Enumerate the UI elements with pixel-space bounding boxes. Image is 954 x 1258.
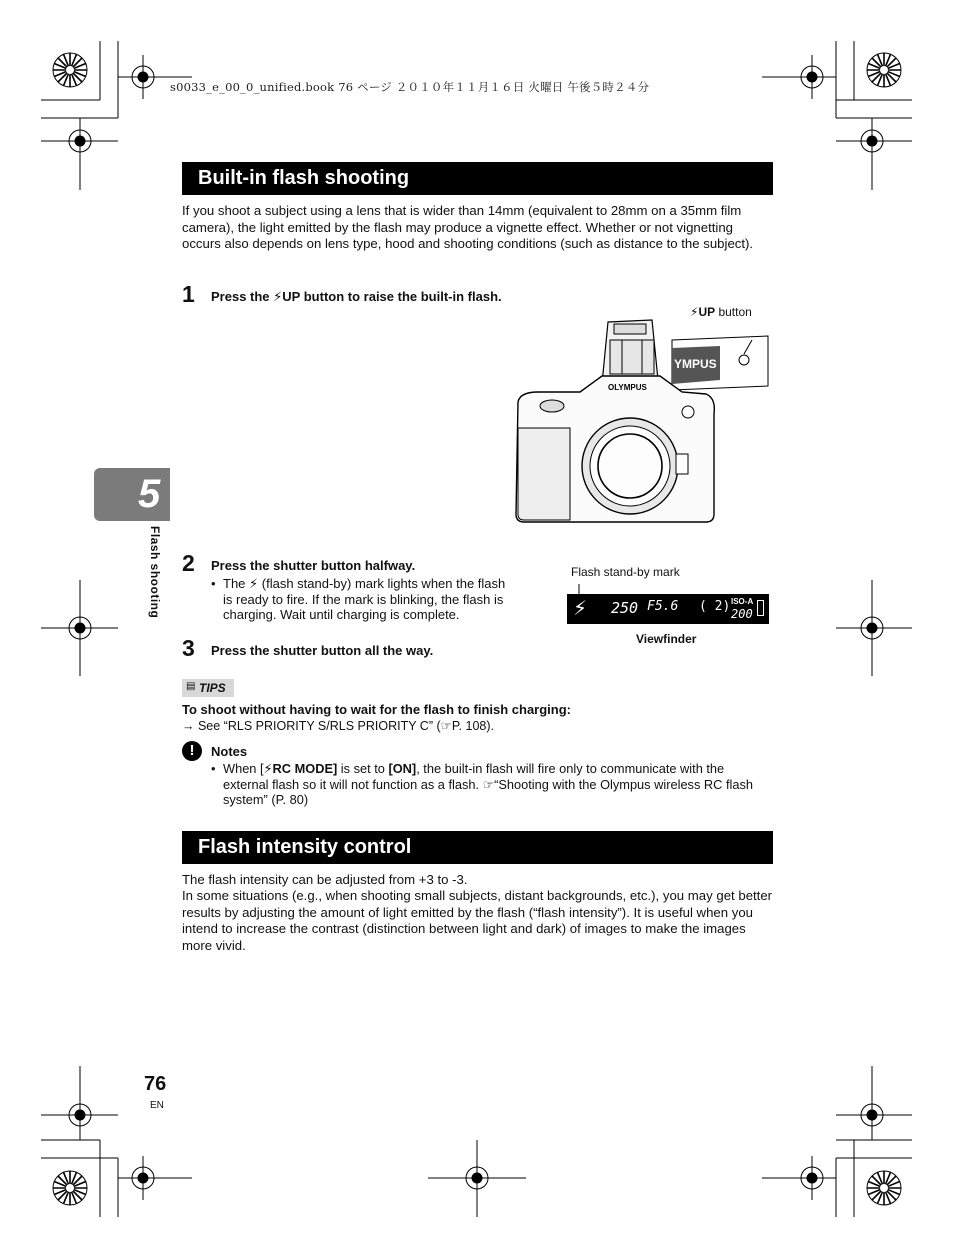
flash-icon: ⚡ — [690, 305, 699, 319]
notes-setting: RC MODE] — [272, 761, 338, 776]
tips-label: TIPS — [199, 681, 226, 695]
vf-iso-label: ISO-A — [731, 597, 754, 606]
section2-para: In some situations (e.g., when shooting small subjects, distant backgrounds, etc.), you may get better results by adjusting the amount of light emitted by the flash (“flash intensity”). It is useful when you intend to increase the contrast (distinction between light and dark) of images to make the images more vivid. — [182, 888, 773, 953]
language-label: EN — [150, 1100, 164, 1111]
file-header: s0033_e_00_0_unified.book 76 ページ ２０１０年１１月１６日 火曜日 午後５時２４分 — [170, 80, 650, 94]
flash-icon: ⚡ — [273, 289, 283, 304]
button-name: UP — [698, 305, 716, 319]
step-number: 3 — [182, 635, 195, 661]
flash-icon: ⚡ — [263, 761, 273, 776]
chapter-number: 5 — [138, 472, 161, 516]
vf-count: ( 2) — [699, 599, 731, 614]
page-number: 76 — [144, 1073, 167, 1095]
viewfinder-label: Flash stand-by mark — [571, 565, 680, 579]
step-text-post: button to raise the built-in flash. — [300, 289, 502, 304]
tips-icon: ▤ — [186, 681, 196, 692]
notes-icon: ! — [182, 741, 202, 761]
step-2-text: Press the shutter button halfway. — [211, 558, 416, 573]
camera-illustration — [510, 318, 772, 526]
viewfinder-caption: Viewfinder — [636, 632, 697, 646]
flash-icon: ⚡ — [249, 576, 259, 591]
tips-heading: To shoot without having to wait for the flash to finish charging: — [182, 702, 572, 717]
vf-shutter: 250 — [611, 599, 639, 617]
bullet-dot: • — [211, 761, 216, 776]
brand-zoom: YMPUS — [674, 357, 717, 371]
step-number: 2 — [182, 550, 195, 576]
section-title: Flash intensity control — [198, 836, 412, 858]
step-3-text: Press the shutter button all the way. — [211, 643, 434, 658]
notes-pre: When [ — [223, 761, 264, 776]
notes-label: Notes — [211, 744, 248, 759]
battery-icon — [757, 600, 764, 616]
step-1-text — [211, 288, 511, 305]
step-2-bullet — [211, 576, 511, 623]
viewfinder-display — [567, 594, 769, 624]
button-name: UP — [282, 289, 301, 304]
vf-iso-value: 200 — [731, 607, 753, 621]
chapter-side-label: Flash shooting — [148, 526, 162, 619]
section2-line1: The flash intensity can be adjusted from +3 to -3. — [182, 872, 468, 887]
tips-badge — [182, 679, 234, 697]
vf-aperture: F5.6 — [647, 599, 679, 614]
notes-mid: is set to — [337, 761, 389, 776]
bullet-pre: The — [223, 576, 250, 591]
step-number: 1 — [182, 281, 195, 307]
camera-button-callout — [690, 305, 752, 319]
section-heading-flash-intensity — [182, 831, 773, 864]
tips-line: → See “RLS PRIORITY S/RLS PRIORITY C” (☞P. 108). — [182, 719, 494, 733]
section-heading-built-in-flash — [182, 162, 773, 195]
bullet-post: (flash stand-by) mark lights when the flash is ready to fire. If the mark is blinking, the flash is charging. Wait until charging is complete. — [223, 576, 506, 623]
step-text-pre: Press the — [211, 289, 274, 304]
bullet-dot: • — [211, 576, 216, 591]
section-intro: If you shoot a subject using a lens that is wider than 14mm (equivalent to 28mm on a 35mm film camera), the light emitted by the flash may produce a vignette effect. Whether or not vignetting occurs also depends on lens type, hood and shooting conditions (such as distance to the subject). — [182, 203, 754, 251]
notes-post: , the built-in flash will fire only to communicate with the external flash so it will not function as a flash. ☞“Shooting with the Olympus wireless RC flash system” (P. 80) — [223, 761, 753, 808]
notes-value: [ON] — [388, 761, 417, 776]
brand-label: OLYMPUS — [608, 383, 647, 392]
button-suffix: button — [718, 305, 752, 319]
section-title: Built-in flash shooting — [198, 167, 410, 189]
flash-standby-icon: ⚡ — [573, 598, 588, 620]
notes-bullet — [211, 761, 771, 808]
